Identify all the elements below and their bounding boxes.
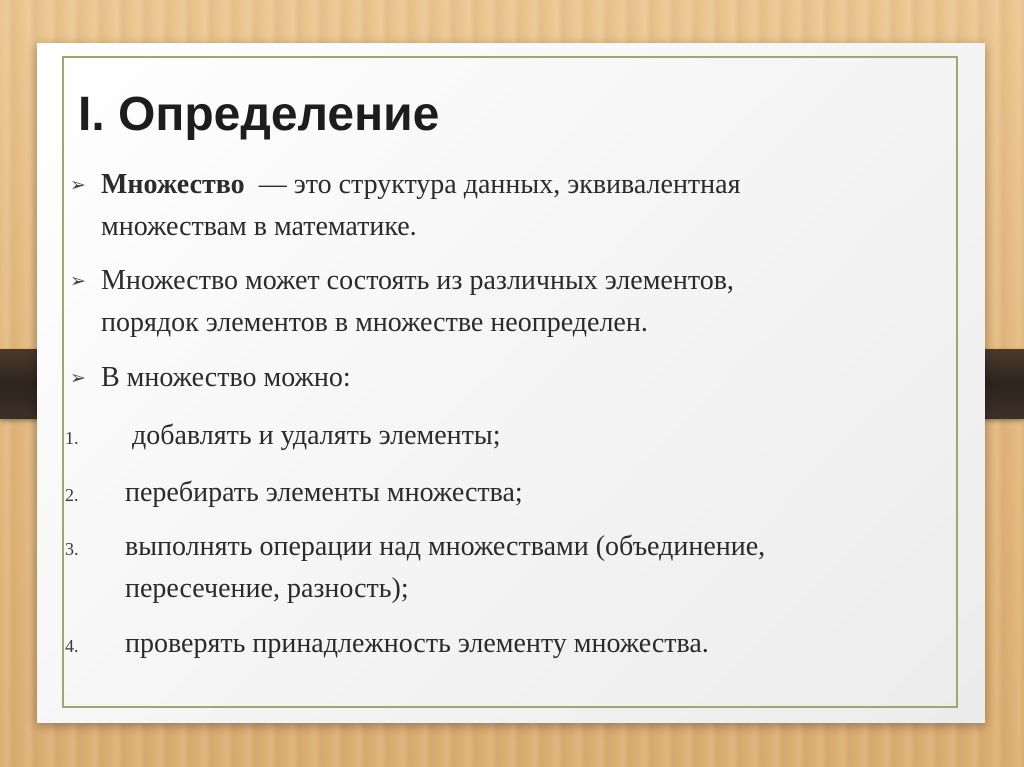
bullet-elements — [70, 260, 734, 344]
item-number: 4. — [65, 636, 79, 656]
item-line: проверять принадлежность элементу множества. — [125, 628, 709, 659]
item-line: пересечение, разность); — [125, 573, 409, 604]
item-line: выполнять операции над множествами (объединение, — [125, 531, 766, 562]
numbered-item-3 — [65, 526, 766, 610]
arrow-bullet-icon: ➢ — [70, 270, 86, 292]
arrow-bullet-icon: ➢ — [70, 367, 86, 389]
bullet-text: — это структура данных, эквивалентная — [244, 169, 741, 200]
bullet-line: множествам в математике. — [101, 211, 417, 242]
bullet-line: В множество можно: — [101, 362, 351, 393]
item-number: 3. — [65, 539, 79, 559]
item-line: добавлять и удалять элементы; — [125, 420, 501, 451]
bullet-term: Множество — [101, 169, 245, 200]
item-number: 1. — [65, 428, 79, 448]
item-number: 2. — [65, 485, 79, 505]
slide-paper — [37, 43, 985, 723]
item-line: перебирать элементы множества; — [125, 477, 523, 508]
bullet-line: порядок элементов в множестве неопределен. — [101, 307, 648, 338]
numbered-item-4 — [65, 623, 709, 665]
bullet-line — [101, 164, 740, 206]
arrow-bullet-icon: ➢ — [70, 174, 86, 196]
slide-title: I. Определение — [78, 88, 440, 141]
bullet-definition — [70, 164, 741, 248]
bullet-operations-intro — [70, 357, 351, 399]
numbered-item-1 — [65, 415, 501, 457]
bullet-line: Множество может состоять из различных элементов, — [101, 265, 734, 296]
numbered-item-2 — [65, 472, 523, 514]
